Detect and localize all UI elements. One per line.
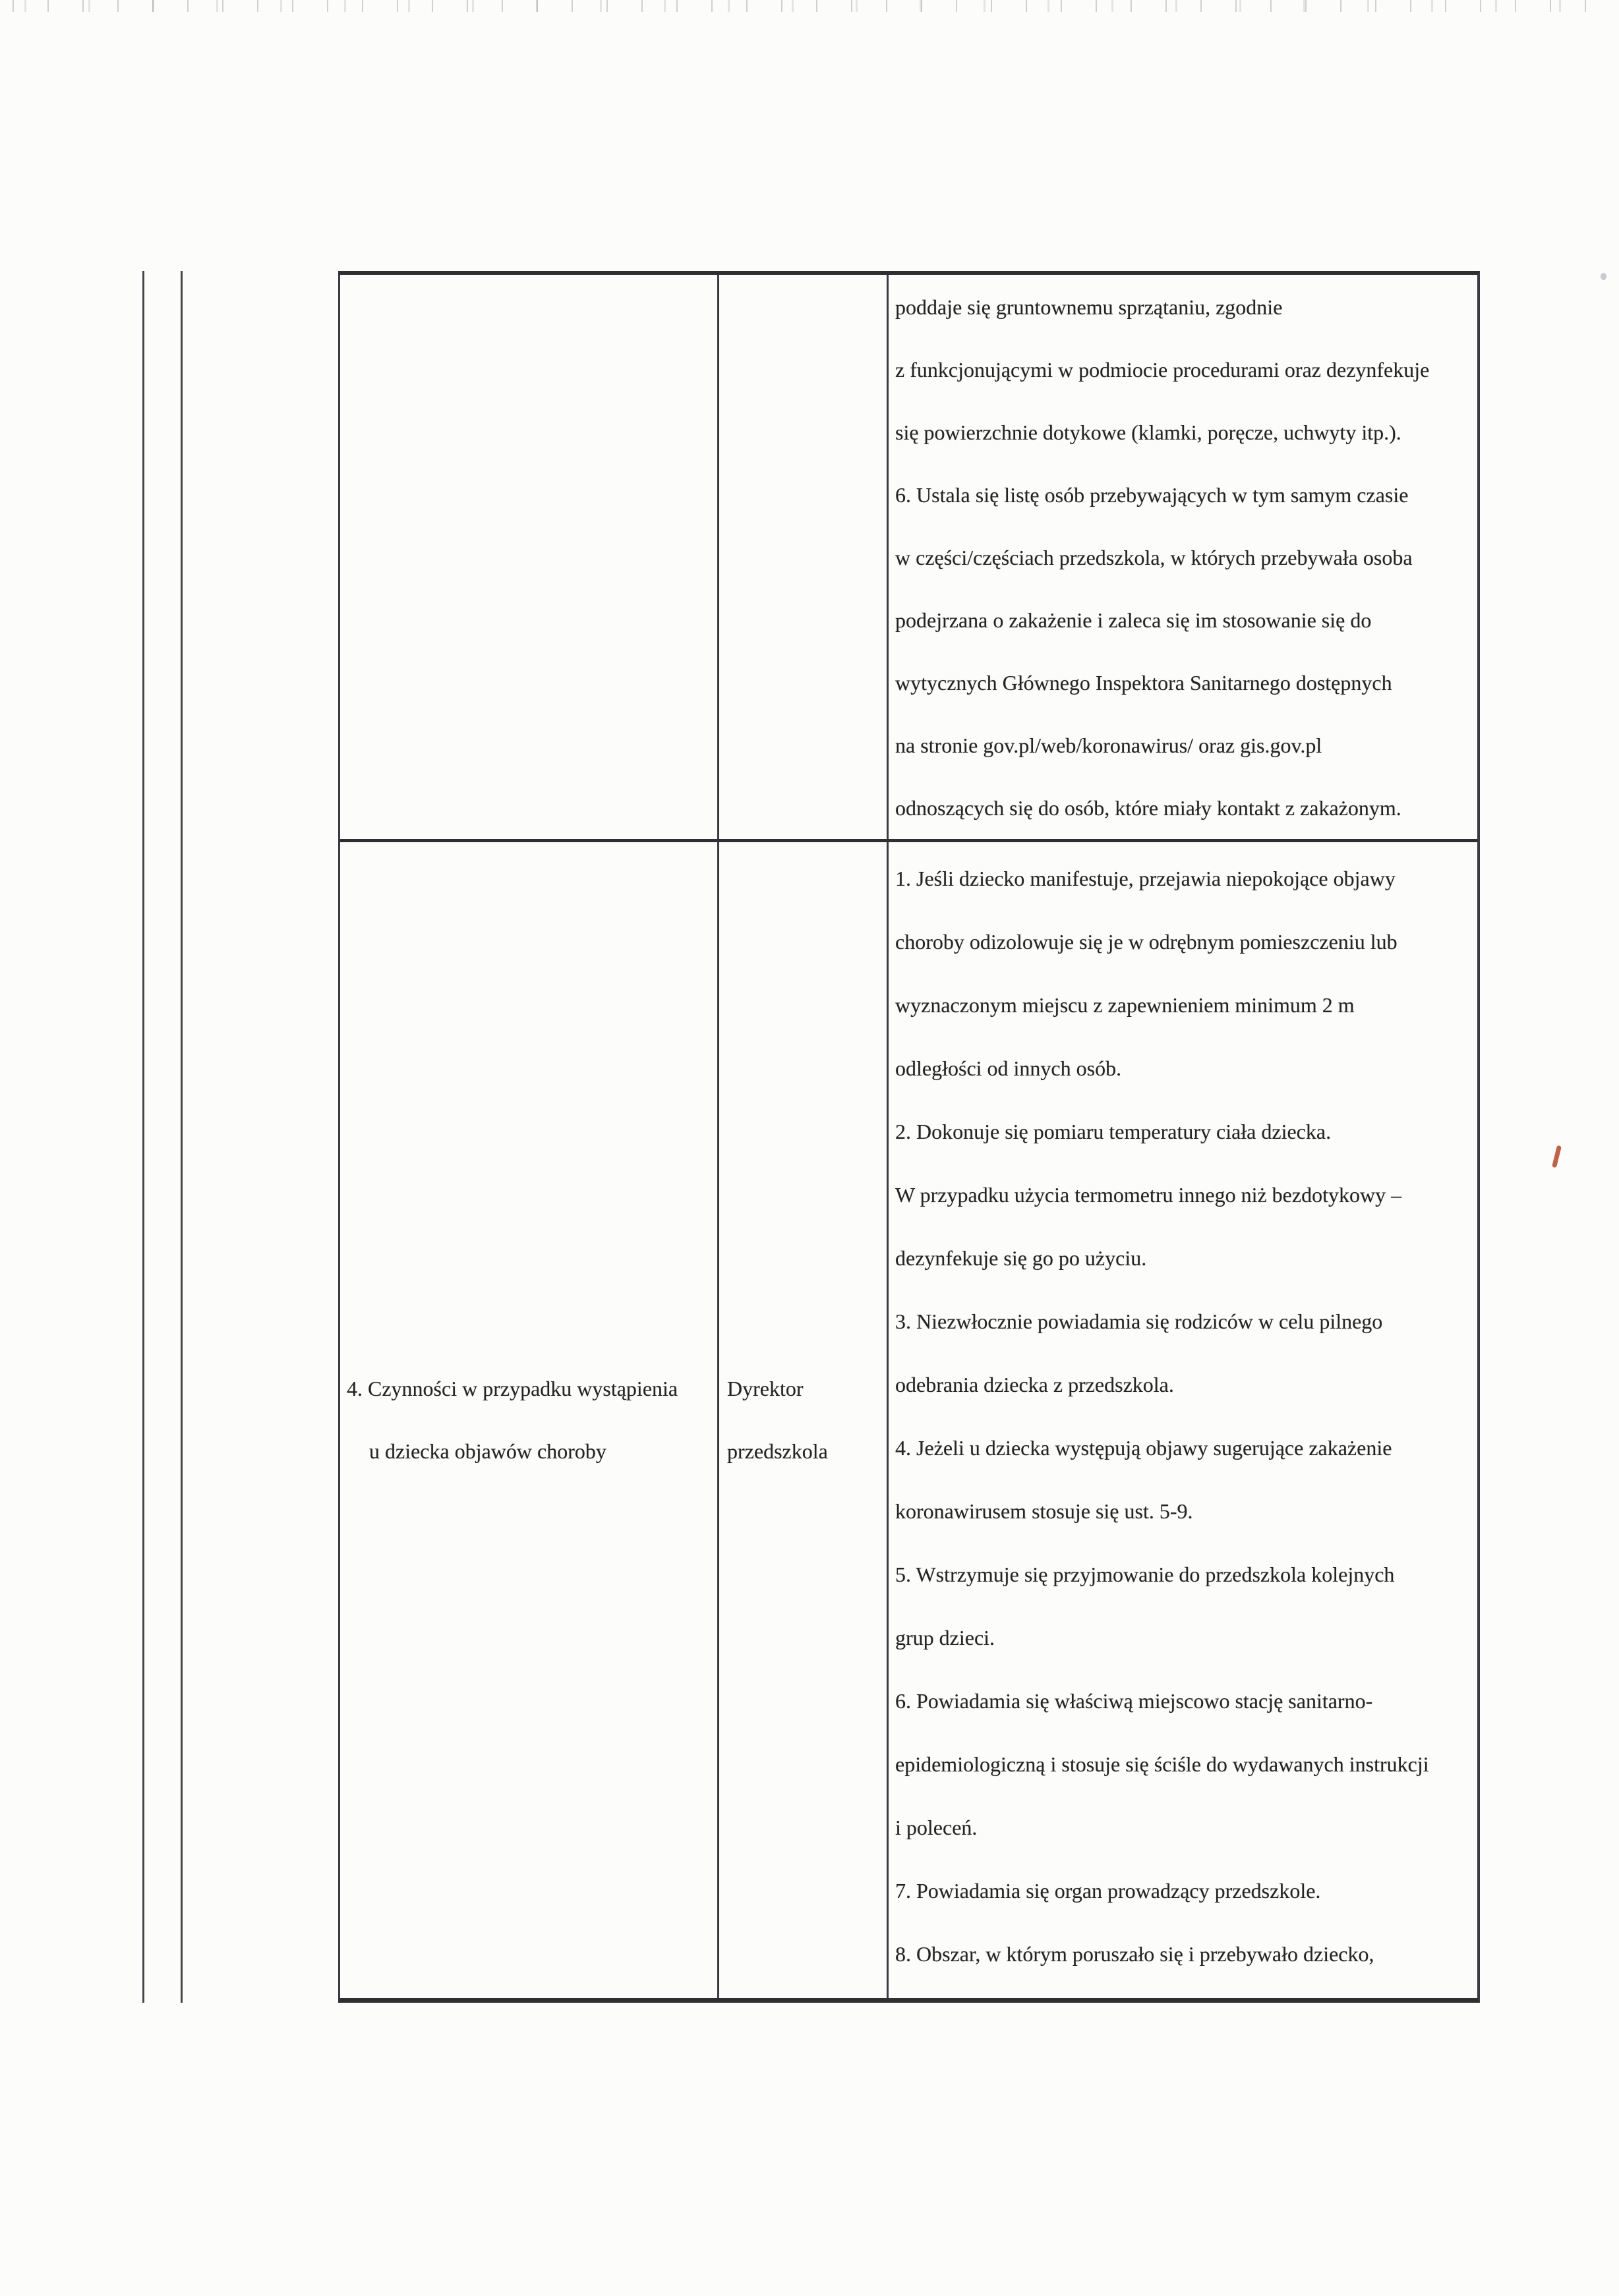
task-cell-row4 (340, 842, 719, 1998)
text-line: 2. Dokonuje się pomiaru temperatury ciała dziecka. (895, 1120, 1332, 1143)
details-cell-continuation (889, 275, 1477, 839)
text-line: Dyrektor (727, 1377, 804, 1400)
task-cell-continuation (340, 275, 719, 839)
text-line: grup dzieci. (895, 1626, 995, 1650)
text-line: u dziecka objawów choroby (369, 1439, 606, 1463)
text-line: dezynfekuje się go po użyciu. (895, 1246, 1147, 1270)
text-line: w części/częściach przedszkola, w których przebywała osoba (895, 546, 1413, 569)
text-line: 8. Obszar, w którym poruszało się i przebywało dziecko, (895, 1942, 1374, 1966)
text-line: 5. Wstrzymuje się przyjmowanie do przedszkola kolejnych (895, 1563, 1395, 1586)
procedure-table (338, 271, 1480, 2003)
text-line: W przypadku użycia termometru innego niż bezdotykowy – (895, 1183, 1402, 1207)
text-line: wyznaczonym miejscu z zapewnieniem minimum 2 m (895, 993, 1355, 1017)
text-line: poddaje się gruntownemu sprzątaniu, zgodnie (895, 295, 1283, 319)
table-row-4 (340, 842, 1477, 1998)
person-cell-row4 (719, 842, 889, 1998)
text-line: odnoszących się do osób, które miały kontakt z zakażonym. (895, 796, 1401, 820)
scanner-noise-band (0, 0, 1619, 12)
text-line: 3. Niezwłocznie powiadamia się rodziców w celu pilnego (895, 1309, 1383, 1333)
text-line: odległości od innych osób. (895, 1056, 1122, 1080)
text-line: na stronie gov.pl/web/koronawirus/ oraz gis.gov.pl (895, 733, 1322, 757)
person-cell-continuation (719, 275, 889, 839)
text-line: 6. Ustala się listę osób przebywających w tym samym czasie (895, 483, 1409, 507)
text-line: przedszkola (727, 1439, 828, 1463)
text-line: odebrania dziecka z przedszkola. (895, 1373, 1174, 1396)
text-line: się powierzchnie dotykowe (klamki, poręcze, uchwyty itp.). (895, 420, 1401, 444)
text-line: z funkcjonującymi w podmiocie procedurami oraz dezynfekuje (895, 358, 1430, 382)
left-inner-vertical-rule (181, 271, 183, 2003)
text-line: 6. Powiadamia się właściwą miejscowo stację sanitarno- (895, 1689, 1373, 1713)
text-line: wytycznych Głównego Inspektora Sanitarnego dostępnych (895, 671, 1392, 695)
text-line: 4. Czynności w przypadku wystąpienia (347, 1377, 678, 1400)
text-line: choroby odizolowuje się je w odrębnym pomieszczeniu lub (895, 930, 1398, 954)
text-line: koronawirusem stosuje się ust. 5-9. (895, 1499, 1193, 1523)
scan-speck (1601, 273, 1606, 280)
text-line: epidemiologiczną i stosuje się ściśle do wydawanych instrukcji (895, 1752, 1429, 1776)
text-line: podejrzana o zakażenie i zaleca się im stosowanie się do (895, 608, 1372, 632)
table-row-continuation (340, 275, 1477, 842)
left-outer-vertical-rule (142, 271, 144, 2003)
scan-speck (1552, 1145, 1562, 1168)
text-line: 7. Powiadamia się organ prowadzący przedszkole. (895, 1879, 1321, 1903)
text-line: i poleceń. (895, 1816, 978, 1839)
details-cell-row4 (889, 842, 1477, 1998)
text-line: 1. Jeśli dziecko manifestuje, przejawia niepokojące objawy (895, 867, 1396, 890)
text-line: 4. Jeżeli u dziecka występują objawy sugerujące zakażenie (895, 1436, 1392, 1460)
